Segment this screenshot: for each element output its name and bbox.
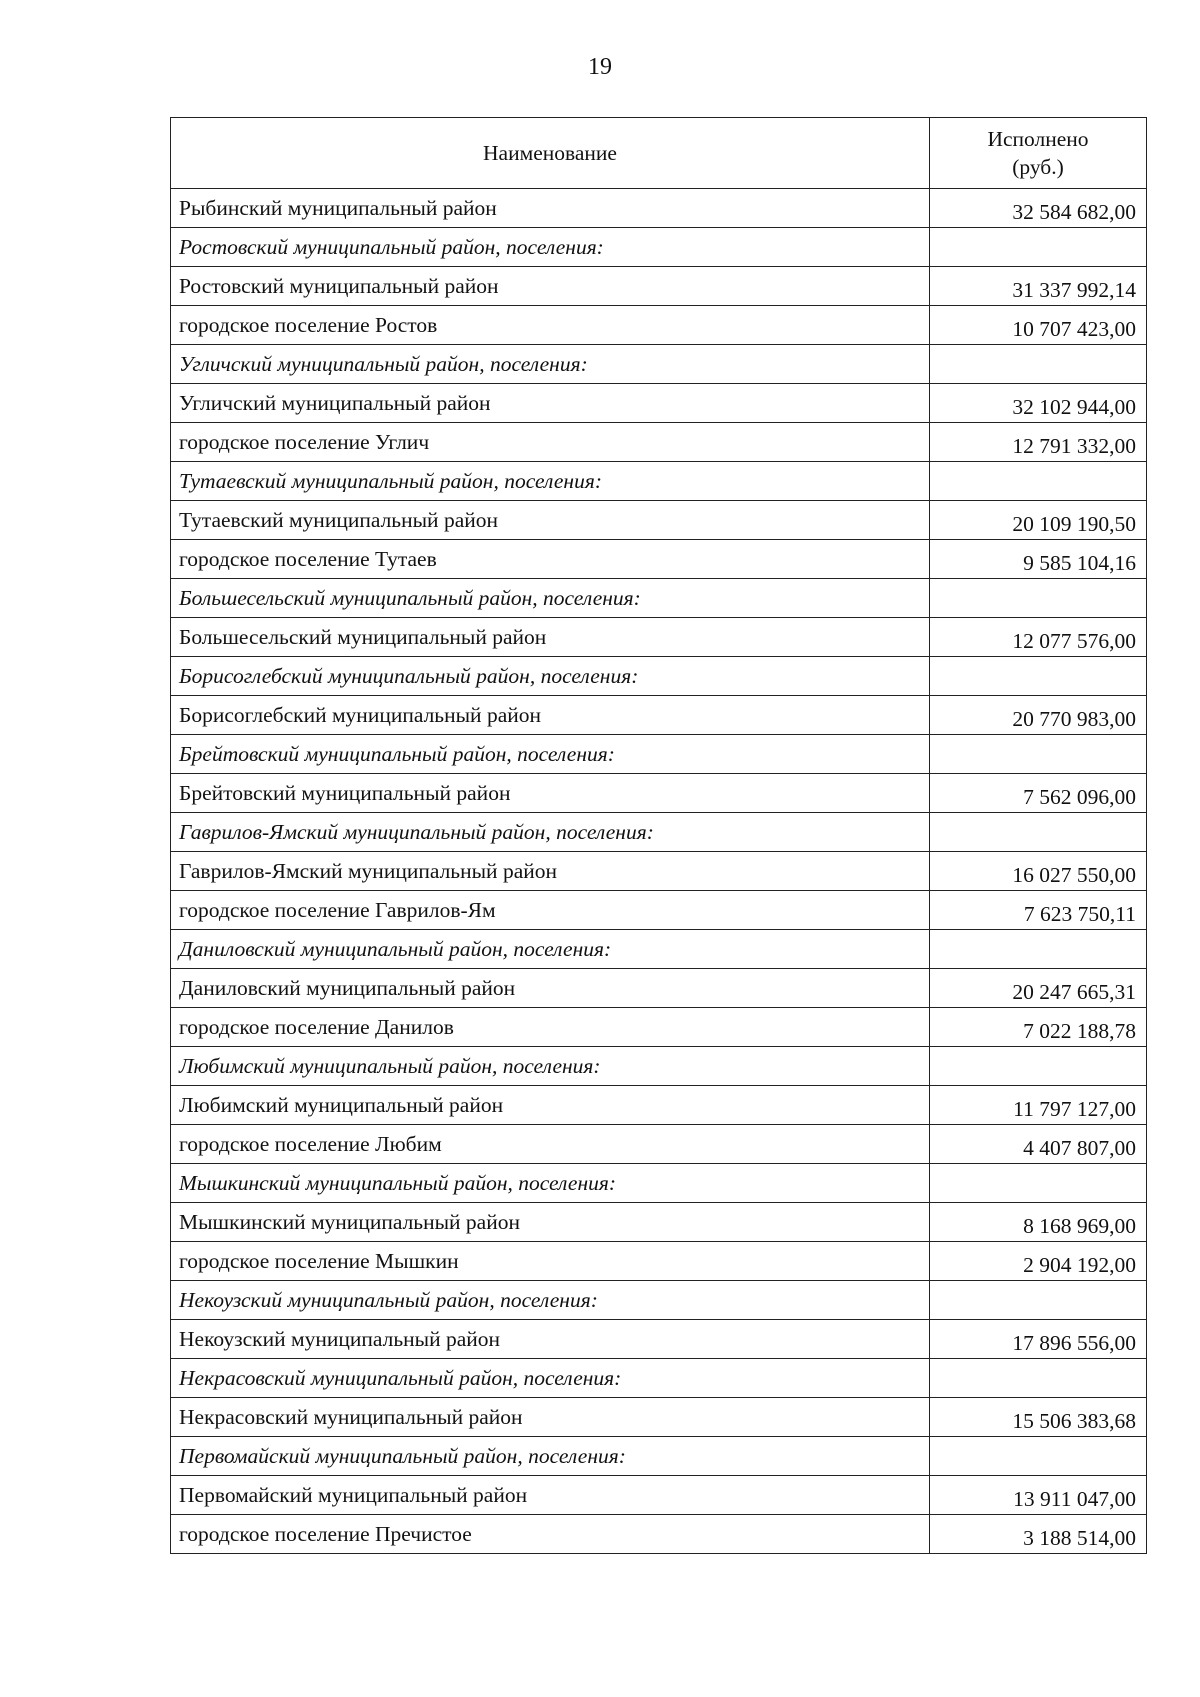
name-cell: Тутаевский муниципальный район <box>171 501 930 540</box>
table-group-row <box>171 462 1147 501</box>
name-cell: городское поселение Данилов <box>171 1008 930 1047</box>
amount-cell <box>930 813 1147 852</box>
group-heading-cell: Тутаевский муниципальный район, поселения: <box>171 462 930 501</box>
group-heading-cell: Ростовский муниципальный район, поселения: <box>171 228 930 267</box>
table-row <box>171 501 1147 540</box>
group-heading-cell: Угличский муниципальный район, поселения: <box>171 345 930 384</box>
amount-cell: 12 077 576,00 <box>930 618 1147 657</box>
amount-cell: 15 506 383,68 <box>930 1398 1147 1437</box>
amount-cell: 2 904 192,00 <box>930 1242 1147 1281</box>
name-cell: Гаврилов-Ямский муниципальный район <box>171 852 930 891</box>
amount-cell: 11 797 127,00 <box>930 1086 1147 1125</box>
amount-cell: 13 911 047,00 <box>930 1476 1147 1515</box>
name-cell: Даниловский муниципальный район <box>171 969 930 1008</box>
group-heading-cell: Некрасовский муниципальный район, поселения: <box>171 1359 930 1398</box>
name-cell: городское поселение Углич <box>171 423 930 462</box>
table-group-row <box>171 1164 1147 1203</box>
table-row <box>171 306 1147 345</box>
table-group-row <box>171 1047 1147 1086</box>
table-group-row <box>171 735 1147 774</box>
group-heading-cell: Гаврилов-Ямский муниципальный район, поселения: <box>171 813 930 852</box>
table-row <box>171 1476 1147 1515</box>
table-body <box>171 189 1147 1554</box>
column-header-amount <box>930 118 1147 189</box>
table-row <box>171 891 1147 930</box>
amount-cell <box>930 930 1147 969</box>
name-cell: Угличский муниципальный район <box>171 384 930 423</box>
table-row <box>171 969 1147 1008</box>
table-group-row <box>171 345 1147 384</box>
amount-cell <box>930 462 1147 501</box>
table-row <box>171 696 1147 735</box>
amount-cell <box>930 228 1147 267</box>
table-row <box>171 618 1147 657</box>
group-heading-cell: Первомайский муниципальный район, поселения: <box>171 1437 930 1476</box>
amount-cell: 20 770 983,00 <box>930 696 1147 735</box>
amount-cell: 7 562 096,00 <box>930 774 1147 813</box>
amount-cell: 12 791 332,00 <box>930 423 1147 462</box>
table-row <box>171 267 1147 306</box>
name-cell: Борисоглебский муниципальный район <box>171 696 930 735</box>
table-group-row <box>171 1437 1147 1476</box>
name-cell: Любимский муниципальный район <box>171 1086 930 1125</box>
table-header-row <box>171 118 1147 189</box>
table-group-row <box>171 228 1147 267</box>
name-cell: Большесельский муниципальный район <box>171 618 930 657</box>
amount-cell <box>930 657 1147 696</box>
table-row <box>171 774 1147 813</box>
amount-cell: 31 337 992,14 <box>930 267 1147 306</box>
group-heading-cell: Даниловский муниципальный район, поселения: <box>171 930 930 969</box>
table-row <box>171 1515 1147 1554</box>
table-row <box>171 423 1147 462</box>
table-row <box>171 1203 1147 1242</box>
column-header-amount-line1: Исполнено <box>987 127 1089 151</box>
name-cell: Ростовский муниципальный район <box>171 267 930 306</box>
amount-cell: 4 407 807,00 <box>930 1125 1147 1164</box>
amount-cell: 20 109 190,50 <box>930 501 1147 540</box>
name-cell: Некрасовский муниципальный район <box>171 1398 930 1437</box>
amount-cell <box>930 1437 1147 1476</box>
table-row <box>171 1086 1147 1125</box>
amount-cell: 10 707 423,00 <box>930 306 1147 345</box>
table-row <box>171 1125 1147 1164</box>
name-cell: Некоузский муниципальный район <box>171 1320 930 1359</box>
amount-cell: 16 027 550,00 <box>930 852 1147 891</box>
name-cell: Рыбинский муниципальный район <box>171 189 930 228</box>
table-row <box>171 1242 1147 1281</box>
table-row <box>171 540 1147 579</box>
name-cell: городское поселение Любим <box>171 1125 930 1164</box>
amount-cell: 20 247 665,31 <box>930 969 1147 1008</box>
table-group-row <box>171 930 1147 969</box>
name-cell: городское поселение Мышкин <box>171 1242 930 1281</box>
table-row <box>171 1398 1147 1437</box>
budget-table <box>170 117 1147 1554</box>
page-number: 19 <box>588 54 612 80</box>
table-group-row <box>171 657 1147 696</box>
amount-cell: 3 188 514,00 <box>930 1515 1147 1554</box>
table-group-row <box>171 1281 1147 1320</box>
name-cell: городское поселение Тутаев <box>171 540 930 579</box>
table-row <box>171 1320 1147 1359</box>
amount-cell <box>930 1047 1147 1086</box>
table-row <box>171 189 1147 228</box>
table-header <box>171 118 1147 189</box>
name-cell: Брейтовский муниципальный район <box>171 774 930 813</box>
amount-cell: 9 585 104,16 <box>930 540 1147 579</box>
amount-cell <box>930 1359 1147 1398</box>
name-cell: городское поселение Гаврилов-Ям <box>171 891 930 930</box>
column-header-name: Наименование <box>171 118 930 189</box>
table-group-row <box>171 813 1147 852</box>
table-row <box>171 852 1147 891</box>
amount-cell: 8 168 969,00 <box>930 1203 1147 1242</box>
table-row <box>171 384 1147 423</box>
table-group-row <box>171 579 1147 618</box>
name-cell: городское поселение Пречистое <box>171 1515 930 1554</box>
amount-cell <box>930 345 1147 384</box>
group-heading-cell: Брейтовский муниципальный район, поселения: <box>171 735 930 774</box>
name-cell: городское поселение Ростов <box>171 306 930 345</box>
group-heading-cell: Мышкинский муниципальный район, поселения: <box>171 1164 930 1203</box>
table-group-row <box>171 1359 1147 1398</box>
amount-cell <box>930 735 1147 774</box>
amount-cell <box>930 1281 1147 1320</box>
group-heading-cell: Любимский муниципальный район, поселения: <box>171 1047 930 1086</box>
amount-cell <box>930 579 1147 618</box>
name-cell: Первомайский муниципальный район <box>171 1476 930 1515</box>
group-heading-cell: Некоузский муниципальный район, поселения: <box>171 1281 930 1320</box>
amount-cell <box>930 1164 1147 1203</box>
amount-cell: 7 623 750,11 <box>930 891 1147 930</box>
amount-cell: 32 102 944,00 <box>930 384 1147 423</box>
name-cell: Мышкинский муниципальный район <box>171 1203 930 1242</box>
amount-cell: 32 584 682,00 <box>930 189 1147 228</box>
column-header-amount-line2: (руб.) <box>1012 155 1064 179</box>
group-heading-cell: Борисоглебский муниципальный район, поселения: <box>171 657 930 696</box>
table-row <box>171 1008 1147 1047</box>
amount-cell: 7 022 188,78 <box>930 1008 1147 1047</box>
amount-cell: 17 896 556,00 <box>930 1320 1147 1359</box>
group-heading-cell: Большесельский муниципальный район, поселения: <box>171 579 930 618</box>
